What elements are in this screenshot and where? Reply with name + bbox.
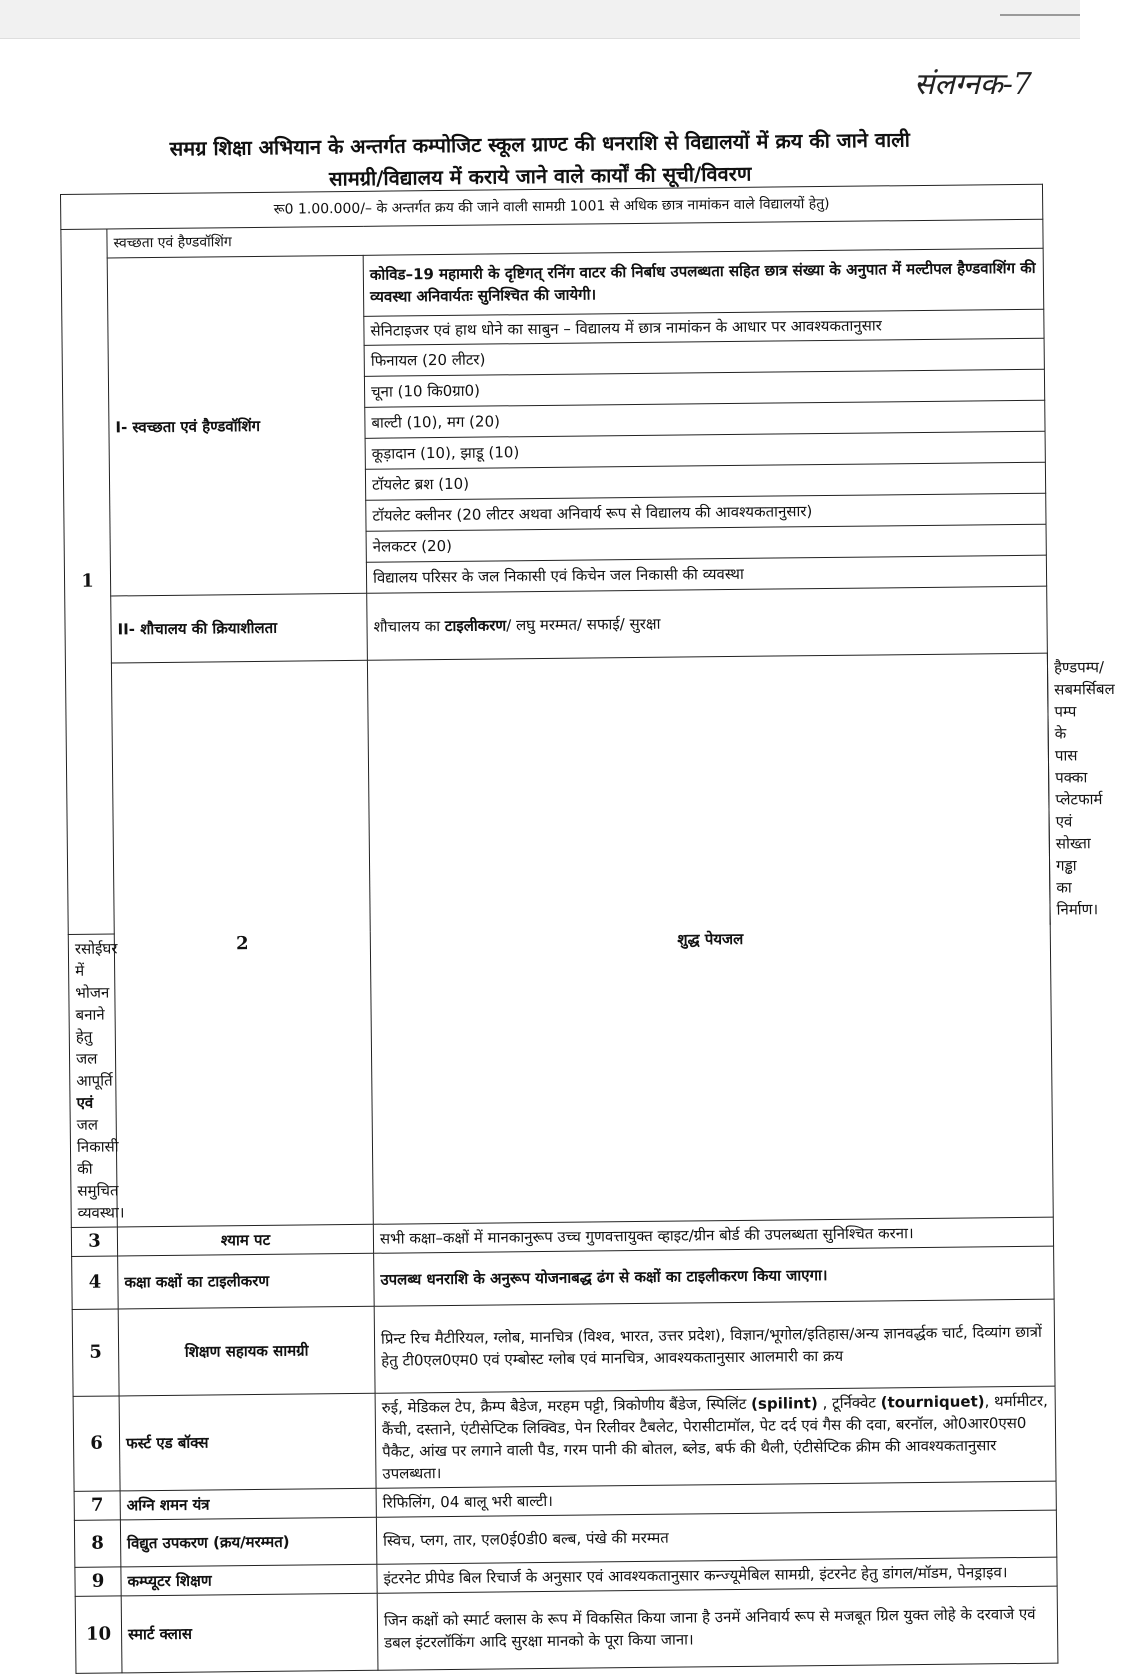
category-cell: कम्प्यूटर शिक्षण (121, 1564, 377, 1596)
row-number: 1 (61, 229, 114, 934)
table-row (75, 1586, 1058, 1673)
item-text: शौचालय का (373, 616, 445, 636)
item-cell: बाल्टी (10), मग (20) (365, 400, 1045, 438)
section-heading: स्वच्छता एवं हैण्डवॉशिंग (107, 219, 1043, 258)
row-number: 7 (74, 1491, 120, 1520)
item-cell: उपलब्ध धनराशि के अनुरूप योजनाबद्ध ढंग से कक्षों का टाइलीकरण किया जाएगा। (374, 1246, 1055, 1306)
category-cell: कक्षा कक्षों का टाइलीकरण (118, 1253, 375, 1309)
category-cell: शिक्षण सहायक सामग्री (118, 1306, 375, 1396)
row-number: 8 (74, 1520, 120, 1567)
item-text: रसोईघर में भोजन बनाने हेतु जल आपूर्ति (74, 939, 118, 1090)
table-row (73, 1386, 1056, 1491)
row-number: 4 (72, 1256, 119, 1309)
item-text: / लघु मरम्मत/ सफाई/ सुरक्षा (506, 614, 661, 635)
item-cell: कोविड–19 महामारी के दृष्टिगत् रनिंग वाटर की निर्बाध उपलब्धता सहित छात्र संख्या के अनुपात में मल्टीपल हैण्डवाशिंग की व्यवस्था अनिवार्यतः सुनिश्चित की जायेगी। (363, 248, 1044, 316)
items-table (60, 184, 1115, 1674)
item-cell: हैण्डपम्प/सबमर्सिबल पम्प के पास पक्का प्लेटफार्म एवं सोख्ता गड्ढा का निर्माण। (1047, 653, 1050, 924)
row-number: 10 (75, 1596, 122, 1673)
item-cell: टॉयलेट ब्रश (10) (365, 462, 1045, 500)
row-number: 2 (111, 660, 373, 1227)
item-text-bold: (tourniquet) (880, 1392, 985, 1412)
table-row (65, 586, 1048, 663)
item-cell: प्रिन्ट रिच मैटीरियल, ग्लोब, मानचित्र (विश्व, भारत, उत्तर प्रदेश), विज्ञान/भूगोल/इतिहास/अन्य ज्ञानवर्द्धक चार्ट, दिव्यांग छात्रों हेतु टी0एल0एम0 एवं एम्बोस्ट ग्लोब एवं मानचित्र, आवश्यकतानुसार आलमारी का क्रय (374, 1299, 1055, 1393)
item-cell: जिन कक्षों को स्मार्ट क्लास के रूप में विकसित किया जाना है उनमें अनिवार्य रूप से मजबूत ग्रिल युक्त लोहे के दरवाजे एवं डबल इंटरलॉकिंग आदि सुरक्षा मानको के पूरा किया जाना। (377, 1586, 1058, 1670)
item-text-bold: टाइलीकरण (444, 616, 507, 635)
item-text: रुई, मेडिकल टेप, क्रैम्प बैडेज, मरहम पट्टी, त्रिकोणीय बैंडेज, स्पिलिंट (381, 1394, 752, 1417)
item-text: , टूर्निक्वेट (817, 1393, 881, 1413)
table-row (65, 653, 1050, 934)
title-line-2: सामग्री/विद्यालय में कराये जाने वाले कार्यों की सूची/विवरण (328, 161, 752, 191)
viewer-scroll-indicator (1000, 14, 1080, 16)
table-header: रू0 1.00.000/– के अन्तर्गत क्रय की जाने वाली सामग्री 1001 से अधिक छात्र नामांकन वाले विद्यालयों हेतु) (61, 184, 1043, 229)
title-line-1: समग्र शिक्षा अभियान के अन्तर्गत कम्पोजिट स्कूल ग्राण्ट की धनराशि से विद्यालयों में क्रय की जाने वाली (169, 127, 911, 161)
annexure-label: संलग्नक-7 (914, 67, 1032, 102)
category-cell: II- शौचालय की क्रियाशीलता (111, 593, 368, 663)
category-cell: फर्स्ट एड बॉक्स (119, 1393, 376, 1491)
item-cell: टॉयलेट क्लीनर (20 लीटर अथवा अनिवार्य रूप से विद्यालय की आवश्यकतानुसार) (366, 493, 1046, 531)
item-cell: स्विच, प्लग, तार, एल0ई0डी0 बल्ब, पंखे की मरम्मत (376, 1510, 1056, 1564)
category-cell: I- स्वच्छता एवं हैण्डवॉशिंग (107, 255, 367, 596)
category-cell: शुद्ध पेयजल (367, 653, 1053, 1224)
item-cell: नेलकटर (20) (366, 524, 1046, 562)
item-cell: रिफिलिंग, 04 बालू भरी बाल्टी। (376, 1481, 1056, 1517)
item-cell: कूड़ादान (10), झाडू (10) (365, 431, 1045, 469)
item-cell: विद्यालय परिसर के जल निकासी एवं किचेन जल निकासी की व्यवस्था (366, 555, 1046, 593)
item-text: , थर्मामीटर, कैंची, दस्ताने, एंटीसेप्टिक लिक्विड, पेन रिलीवर टैबलेट, पेरासीटामॉल, पेट दर्द एवं गैस की दवा, बरनॉल, ओ0आर0एस0 पैकैट, आंख पर लगाने वाली पैड, गरम पानी की बोतल, ब्लेड, बर्फ की थैली, एंटीसेप्टिक क्रीम की आवश्यकतानुसार उपलब्धता। (381, 1391, 1048, 1483)
item-cell (375, 1386, 1056, 1488)
item-cell: सभी कक्षा–कक्षों में मानकानुरूप उच्च गुणवत्तायुक्त व्हाइट/ग्रीन बोर्ड की उपलब्धता सुनिश्चित करना। (373, 1217, 1053, 1253)
item-text: जल निकासी की समुचित व्यवस्था। (76, 1115, 125, 1222)
table-row (61, 248, 1044, 319)
item-cell: फिनायल (20 लीटर) (364, 338, 1044, 376)
item-cell: इंटरनेट प्रीपेड बिल रिचार्ज के अनुसार एवं आवश्यकतानुसार कन्ज्यूमेबिल सामग्री, इंटरनेट हेतु डांगल/मॉडम, पेनड्राइव। (377, 1557, 1057, 1593)
row-number: 3 (71, 1227, 117, 1256)
category-cell: अग्नि शमन यंत्र (120, 1488, 376, 1520)
item-cell (68, 934, 125, 1227)
item-cell: सेनिटाइजर एवं हाथ धोने का साबुन – विद्यालय में छात्र नामांकन के आधार पर आवश्यकतानुसार (364, 309, 1044, 345)
row-number: 5 (72, 1309, 119, 1396)
category-cell: स्मार्ट क्लास (121, 1593, 378, 1673)
item-text-bold: एवं (76, 1093, 94, 1112)
table-row (72, 1299, 1055, 1396)
row-number: 9 (75, 1567, 121, 1596)
item-text-bold: (spilint) (751, 1394, 818, 1413)
category-cell: विद्युत उपकरण (क्रय/मरम्मत) (120, 1517, 376, 1567)
item-cell: चूना (10 कि0ग्रा0) (364, 369, 1044, 407)
row-number: 6 (73, 1396, 120, 1491)
item-cell (367, 586, 1048, 660)
category-cell: श्याम पट (117, 1224, 373, 1256)
viewer-top-bar (0, 0, 1080, 39)
